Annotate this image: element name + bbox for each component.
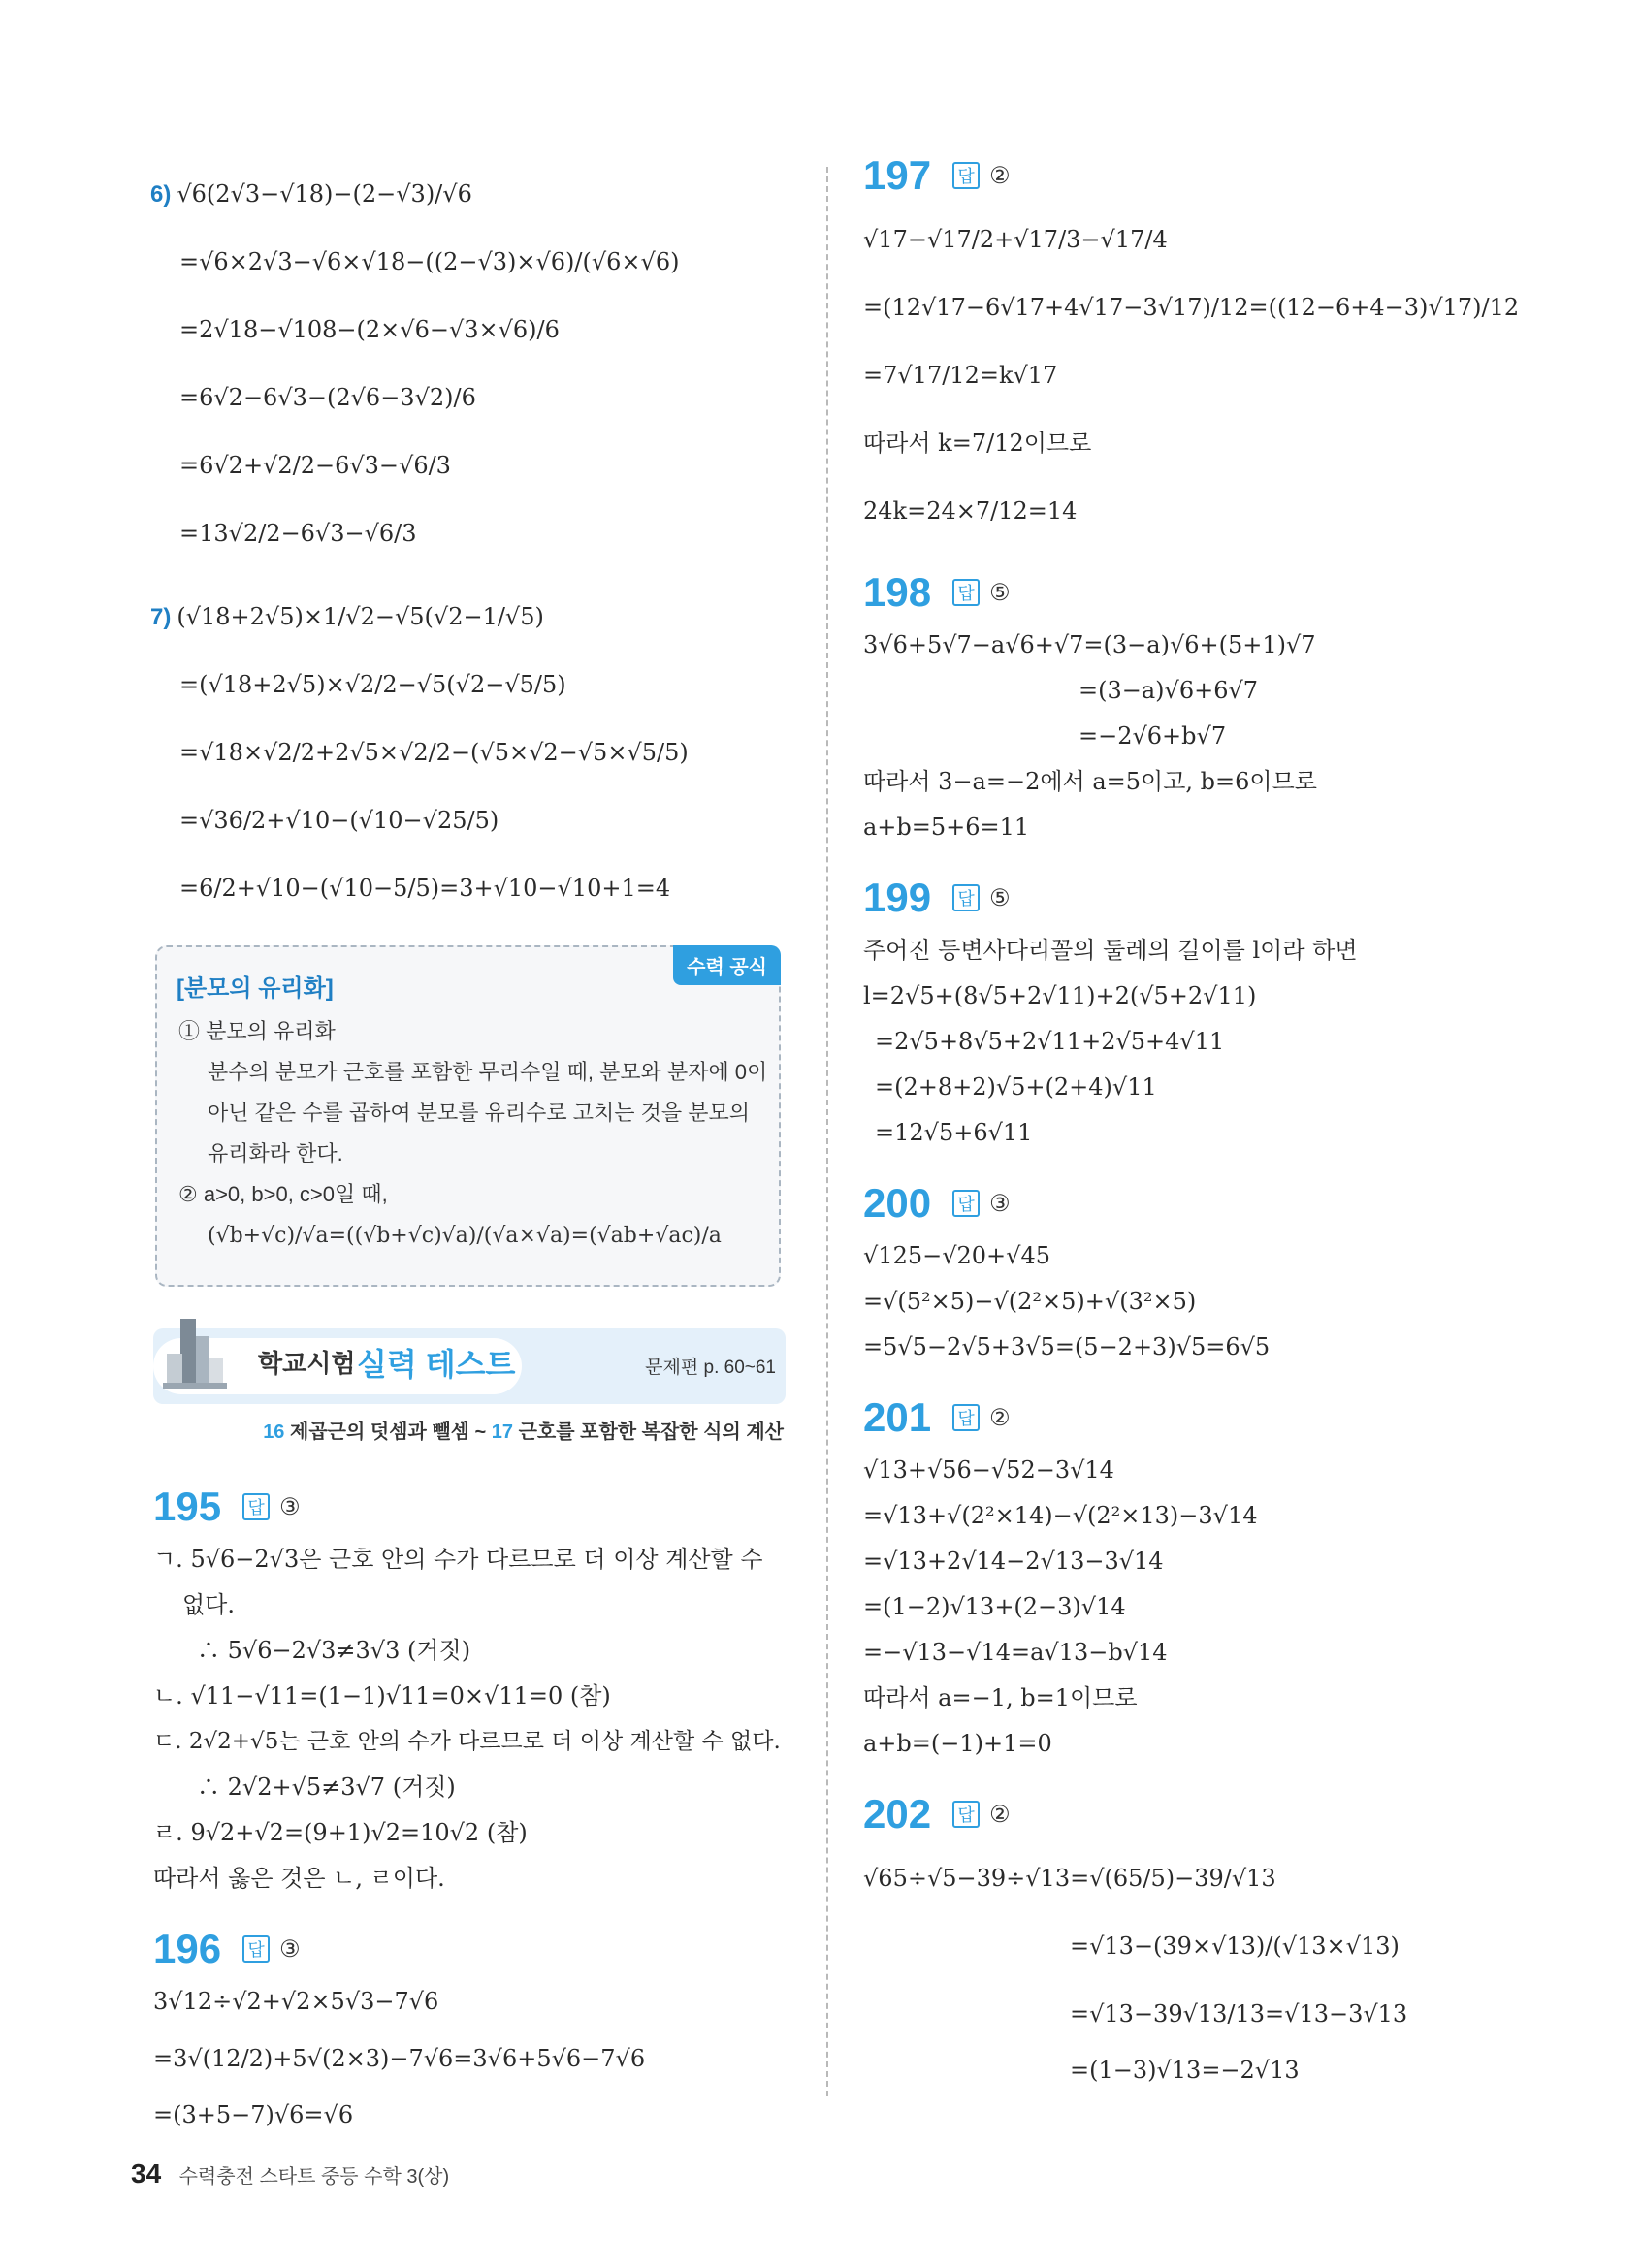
expression: =6√2−6√3−(2√6−3√2)/6 (179, 384, 476, 411)
solution-line: 24k=24×7/12=14 (863, 497, 1078, 525)
expression: √6(2√3−√18)−(2−√3)/√6 (177, 180, 472, 208)
problem-195 (153, 1477, 786, 1901)
solution-line (150, 160, 786, 228)
problem-202 (863, 1784, 1455, 2093)
expression: =(√18+2√5)×√2/2−√5(√2−√5/5) (179, 671, 566, 698)
answer-value: ⑤ (989, 579, 1011, 606)
page-reference: 문제편 p. 60~61 (645, 1358, 776, 1378)
answer-icon: 답 (952, 1801, 980, 1828)
solution-line: l=2√5+(8√5+2√11)+2(√5+2√11) (863, 982, 1257, 1009)
section-number: 16 (263, 1421, 285, 1443)
expression: (√18+2√5)×1/√2−√5(√2−1/√5) (177, 603, 544, 630)
problem-198 (863, 562, 1455, 850)
solution-line: =√13−(39×√13)/(√13×√13) (1070, 1933, 1400, 1960)
banner-title: 학교시험 (258, 1349, 356, 1378)
solution-line: =3√(12/2)+5√(2×3)−7√6=3√6+5√6−7√6 (153, 2045, 646, 2072)
solution-line: =(1−3)√13=−2√13 (1070, 2057, 1300, 2084)
solution-line: =√13−39√13/13=√13−3√13 (1070, 2000, 1408, 2028)
item-label: 7) (150, 604, 172, 630)
bar-blocks-icon (163, 1315, 231, 1392)
answer-value: ② (989, 1404, 1011, 1431)
solution-line: =√13+√(2²×14)−√(2²×13)−3√14 (863, 1502, 1258, 1529)
problem-header (863, 868, 1455, 928)
left-problems (153, 1459, 786, 2138)
expression: =√6×2√3−√6×√18−((2−√3)×√6)/(√6×√6) (179, 248, 680, 275)
solution-line (150, 228, 786, 296)
problem-200 (863, 1173, 1455, 1370)
solution-line: =√(5²×5)−√(2²×5)+√(3²×5) (863, 1288, 1197, 1315)
problem-197 (863, 145, 1520, 545)
solution-line: =−√13−√14=a√13−b√14 (863, 1639, 1168, 1666)
expression: =6/2+√10−(√10−5/5)=3+√10−√10+1=4 (179, 875, 671, 902)
problem-header (863, 1388, 1455, 1448)
item-label: 6) (150, 181, 172, 208)
expression: =6√2+√2/2−6√3−√6/3 (179, 452, 451, 479)
page-footer (131, 2158, 449, 2189)
solution-line: √17−√17/2+√17/3−√17/4 (863, 226, 1168, 253)
problem-number: 201 (863, 1394, 932, 1440)
problem-number: 197 (863, 152, 932, 198)
solution-line: 3√6+5√7−a√6+√7=(3−a)√6+(5+1)√7 (863, 631, 1316, 658)
section-number: 17 (491, 1421, 514, 1443)
formula-line: ① 분모의 유리화 (178, 1019, 336, 1043)
solution-line: a+b=5+6=11 (863, 814, 1030, 841)
solution-line: =(3+5−7)√6=√6 (153, 2101, 354, 2128)
answer-value: ③ (279, 1935, 301, 1963)
problem-number: 195 (153, 1484, 222, 1529)
answer-value: ⑤ (989, 884, 1011, 911)
solution-line: =(12√17−6√17+4√17−3√17)/12=((12−6+4−3)√17)/12 (863, 294, 1520, 321)
solution-line: ∴ 5√6−2√3≠3√3 (거짓) (197, 1637, 471, 1664)
banner-title-accent: 실력 테스트 (357, 1347, 516, 1382)
solution-line (150, 786, 786, 854)
solution-line (150, 854, 786, 922)
formula-line: ② a>0, b>0, c>0일 때, (178, 1182, 388, 1206)
problem-header (863, 1784, 1455, 1844)
solution-6 (150, 160, 786, 567)
formula-line: 유리화라 한다. (208, 1141, 343, 1166)
solution-line: 없다. (182, 1591, 235, 1618)
problem-header (863, 562, 1455, 623)
problem-199 (863, 868, 1455, 1156)
solution-line: ∴ 2√2+√5≠3√7 (거짓) (197, 1773, 456, 1801)
solution-line: =2√5+8√5+2√11+2√5+4√11 (875, 1028, 1225, 1055)
column-divider (826, 167, 828, 2096)
solution-line: ㄷ. 2√2+√5는 근호 안의 수가 다르므로 더 이상 계산할 수 없다. (153, 1729, 781, 1754)
right-column (863, 145, 1520, 2093)
formula-box (155, 945, 781, 1287)
banner-subtitle (155, 1416, 784, 1444)
expression: =√18×√2/2+2√5×√2/2−(√5×√2−√5×√5/5) (179, 739, 689, 766)
solution-line: =(3−a)√6+6√7 (1079, 677, 1259, 704)
solution-line (150, 364, 786, 431)
solution-line: a+b=(−1)+1=0 (863, 1730, 1052, 1757)
solution-line: √65÷√5−39÷√13=√(65/5)−39/√13 (863, 1865, 1276, 1892)
solution-line: =√13+2√14−2√13−3√14 (863, 1548, 1164, 1575)
problem-header (863, 1173, 1455, 1233)
solution-line: ㄹ. 9√2+√2=(9+1)√2=10√2 (참) (153, 1819, 528, 1846)
problem-number: 199 (863, 875, 932, 920)
solution-line: =5√5−2√5+3√5=(5−2+3)√5=6√5 (863, 1333, 1271, 1360)
solution-line: 따라서 옳은 것은 ㄴ, ㄹ이다. (153, 1865, 445, 1892)
formula-line: 분수의 분모가 근호를 포함한 무리수일 때, 분모와 분자에 0이 (208, 1060, 768, 1084)
formula-title: [분모의 유리화] (177, 975, 334, 1002)
solution-line: 3√12÷√2+√2×5√3−7√6 (153, 1988, 439, 2015)
expression: =13√2/2−6√3−√6/3 (179, 520, 417, 547)
problem-number: 202 (863, 1791, 932, 1837)
solution-line: =(2+8+2)√5+(2+4)√11 (875, 1073, 1157, 1101)
page-number: 34 (131, 2158, 162, 2188)
formula-tag: 수력 공식 (673, 945, 781, 985)
solution-line (150, 431, 786, 499)
solution-line: ㄱ. 5√6−2√3은 근호 안의 수가 다르므로 더 이상 계산할 수 (153, 1546, 763, 1573)
problem-196 (153, 1919, 786, 2138)
solution-line (150, 296, 786, 364)
answer-value: ③ (279, 1493, 301, 1520)
expression: =√36/2+√10−(√10−√25/5) (179, 807, 499, 834)
expression: =2√18−√108−(2×√6−√3×√6)/6 (179, 316, 560, 343)
section-text: 근호를 포함한 복잡한 식의 계산 (518, 1421, 784, 1443)
solution-line: √125−√20+√45 (863, 1242, 1050, 1269)
solution-line: 따라서 k=7/12이므로 (863, 430, 1092, 457)
answer-value: ③ (989, 1190, 1011, 1217)
solution-line (150, 651, 786, 719)
solution-line: √13+√56−√52−3√14 (863, 1456, 1114, 1484)
solution-line: 따라서 3−a=−2에서 a=5이고, b=6이므로 (863, 768, 1317, 795)
solution-line: ㄴ. √11−√11=(1−1)√11=0×√11=0 (참) (153, 1682, 611, 1709)
solution-line: 따라서 a=−1, b=1이므로 (863, 1684, 1138, 1711)
answer-icon: 답 (952, 579, 980, 606)
answer-icon: 답 (242, 1493, 270, 1520)
book-title: 수력충전 스타트 중등 수학 3(상) (178, 2166, 450, 2188)
solution-line (150, 583, 786, 651)
solution-line: =12√5+6√11 (875, 1119, 1033, 1146)
solution-7 (150, 583, 786, 922)
section-text: 제곱근의 덧셈과 뺄셈 ~ (290, 1421, 487, 1443)
solution-line: =(1−2)√13+(2−3)√14 (863, 1593, 1126, 1620)
answer-icon: 답 (952, 1404, 980, 1431)
formula-line: (√b+√c)/√a=((√b+√c)√a)/(√a×√a)=(√ab+√ac)/a (208, 1224, 722, 1248)
problem-number: 198 (863, 569, 932, 615)
answer-icon: 답 (952, 162, 980, 189)
problem-header (153, 1919, 786, 1979)
formula-line: 아닌 같은 수를 곱하여 분모를 유리수로 고치는 것을 분모의 (208, 1101, 750, 1125)
solution-line: =−2√6+b√7 (1079, 722, 1227, 750)
answer-icon: 답 (952, 884, 980, 911)
solution-line: =7√17/12=k√17 (863, 362, 1058, 389)
answer-value: ② (989, 162, 1011, 189)
answer-icon: 답 (952, 1190, 980, 1217)
answer-value: ② (989, 1801, 1011, 1828)
problem-number: 200 (863, 1180, 932, 1226)
answer-icon: 답 (242, 1935, 270, 1963)
test-banner (153, 1328, 786, 1404)
problem-header (863, 145, 1455, 206)
problem-201 (863, 1388, 1455, 1767)
problem-number: 196 (153, 1926, 222, 1971)
solution-line: 주어진 등변사다리꼴의 둘레의 길이를 l이라 하면 (863, 937, 1358, 964)
solution-line (150, 499, 786, 567)
solution-line (150, 719, 786, 786)
left-column (150, 160, 786, 922)
problem-header (153, 1477, 786, 1537)
